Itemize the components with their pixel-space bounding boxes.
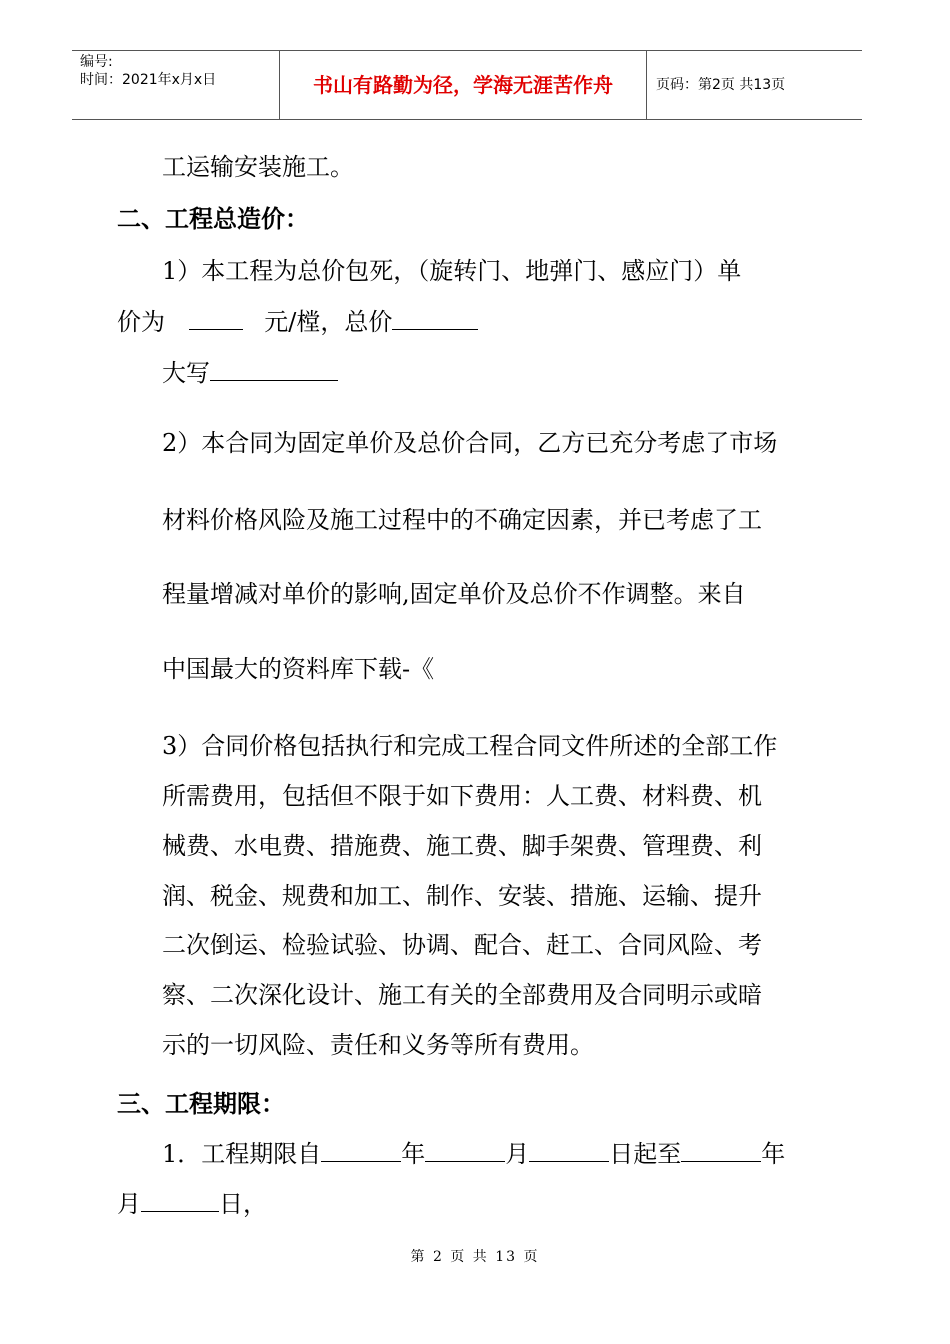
- amount-in-words-line: [162, 358, 338, 388]
- total-price-label: 元/樘，总价: [264, 308, 393, 336]
- duration-from-label: 1．工程期限自: [162, 1140, 322, 1168]
- paragraph-line: 示的一切风险、责任和义务等所有费用。: [162, 1031, 594, 1059]
- amount-in-words-blank[interactable]: [210, 358, 338, 381]
- document-date-label: 时间：2021年x月x日: [80, 72, 217, 88]
- year-label: 年: [761, 1140, 786, 1168]
- total-price-blank[interactable]: [392, 307, 478, 330]
- paragraph-line: 2）本合同为固定单价及总价合同，乙方已充分考虑了市场: [162, 429, 778, 457]
- paragraph-line: 材料价格风险及施工过程中的不确定因素，并已考虑了工: [162, 506, 762, 534]
- start-year-blank[interactable]: [321, 1139, 401, 1162]
- paragraph-line: 中国最大的资料库下载-《: [162, 655, 435, 683]
- paragraph-line: 二次倒运、检验试验、协调、配合、赶工、合同风险、考: [162, 931, 762, 959]
- document-number-label: 编号:: [80, 54, 113, 70]
- end-year-blank[interactable]: [681, 1139, 761, 1162]
- paragraph-line: 1）本工程为总价包死，（旋转门、地弹门、感应门）单: [162, 257, 742, 285]
- start-month-blank[interactable]: [425, 1139, 505, 1162]
- header-page-info: 页码：第2页 共13页: [656, 77, 786, 93]
- header-meta: [72, 51, 279, 119]
- paragraph-line: 所需费用，包括但不限于如下费用：人工费、材料费、机: [162, 782, 762, 810]
- year-label: 年: [401, 1140, 426, 1168]
- page-header: [72, 50, 862, 120]
- duration-line-end: [117, 1189, 267, 1219]
- amount-in-words-label: 大写: [162, 359, 210, 387]
- month-label: 月: [117, 1190, 141, 1218]
- paragraph-line: 察、二次深化设计、施工有关的全部费用及合同明示或暗: [162, 981, 762, 1009]
- paragraph-line: 3）合同价格包括执行和完成工程合同文件所述的全部工作: [162, 732, 778, 760]
- unit-price-label: 价为: [117, 308, 165, 336]
- header-motto: 书山有路勤为径，学海无涯苦作舟: [279, 51, 647, 119]
- section-heading-total-price: 二、工程总造价：: [117, 205, 309, 233]
- start-day-blank[interactable]: [529, 1139, 609, 1162]
- unit-price-line: [117, 307, 478, 337]
- duration-line: [162, 1139, 785, 1169]
- page-footer: 第 2 页 共 13 页: [410, 1249, 540, 1265]
- end-day-blank[interactable]: [141, 1189, 219, 1212]
- unit-price-blank[interactable]: [189, 307, 243, 330]
- paragraph-line: 械费、水电费、措施费、施工费、脚手架费、管理费、利: [162, 832, 762, 860]
- paragraph-line: 工运输安装施工。: [162, 153, 354, 181]
- paragraph-line: 润、税金、规费和加工、制作、安装、措施、运输、提升: [162, 882, 762, 910]
- section-heading-duration: 三、工程期限：: [117, 1090, 285, 1118]
- paragraph-line: 程量增减对单价的影响,固定单价及总价不作调整。来自: [162, 580, 746, 608]
- day-label: 日，: [219, 1190, 267, 1218]
- month-label: 月: [505, 1140, 530, 1168]
- day-to-label: 日起至: [609, 1140, 682, 1168]
